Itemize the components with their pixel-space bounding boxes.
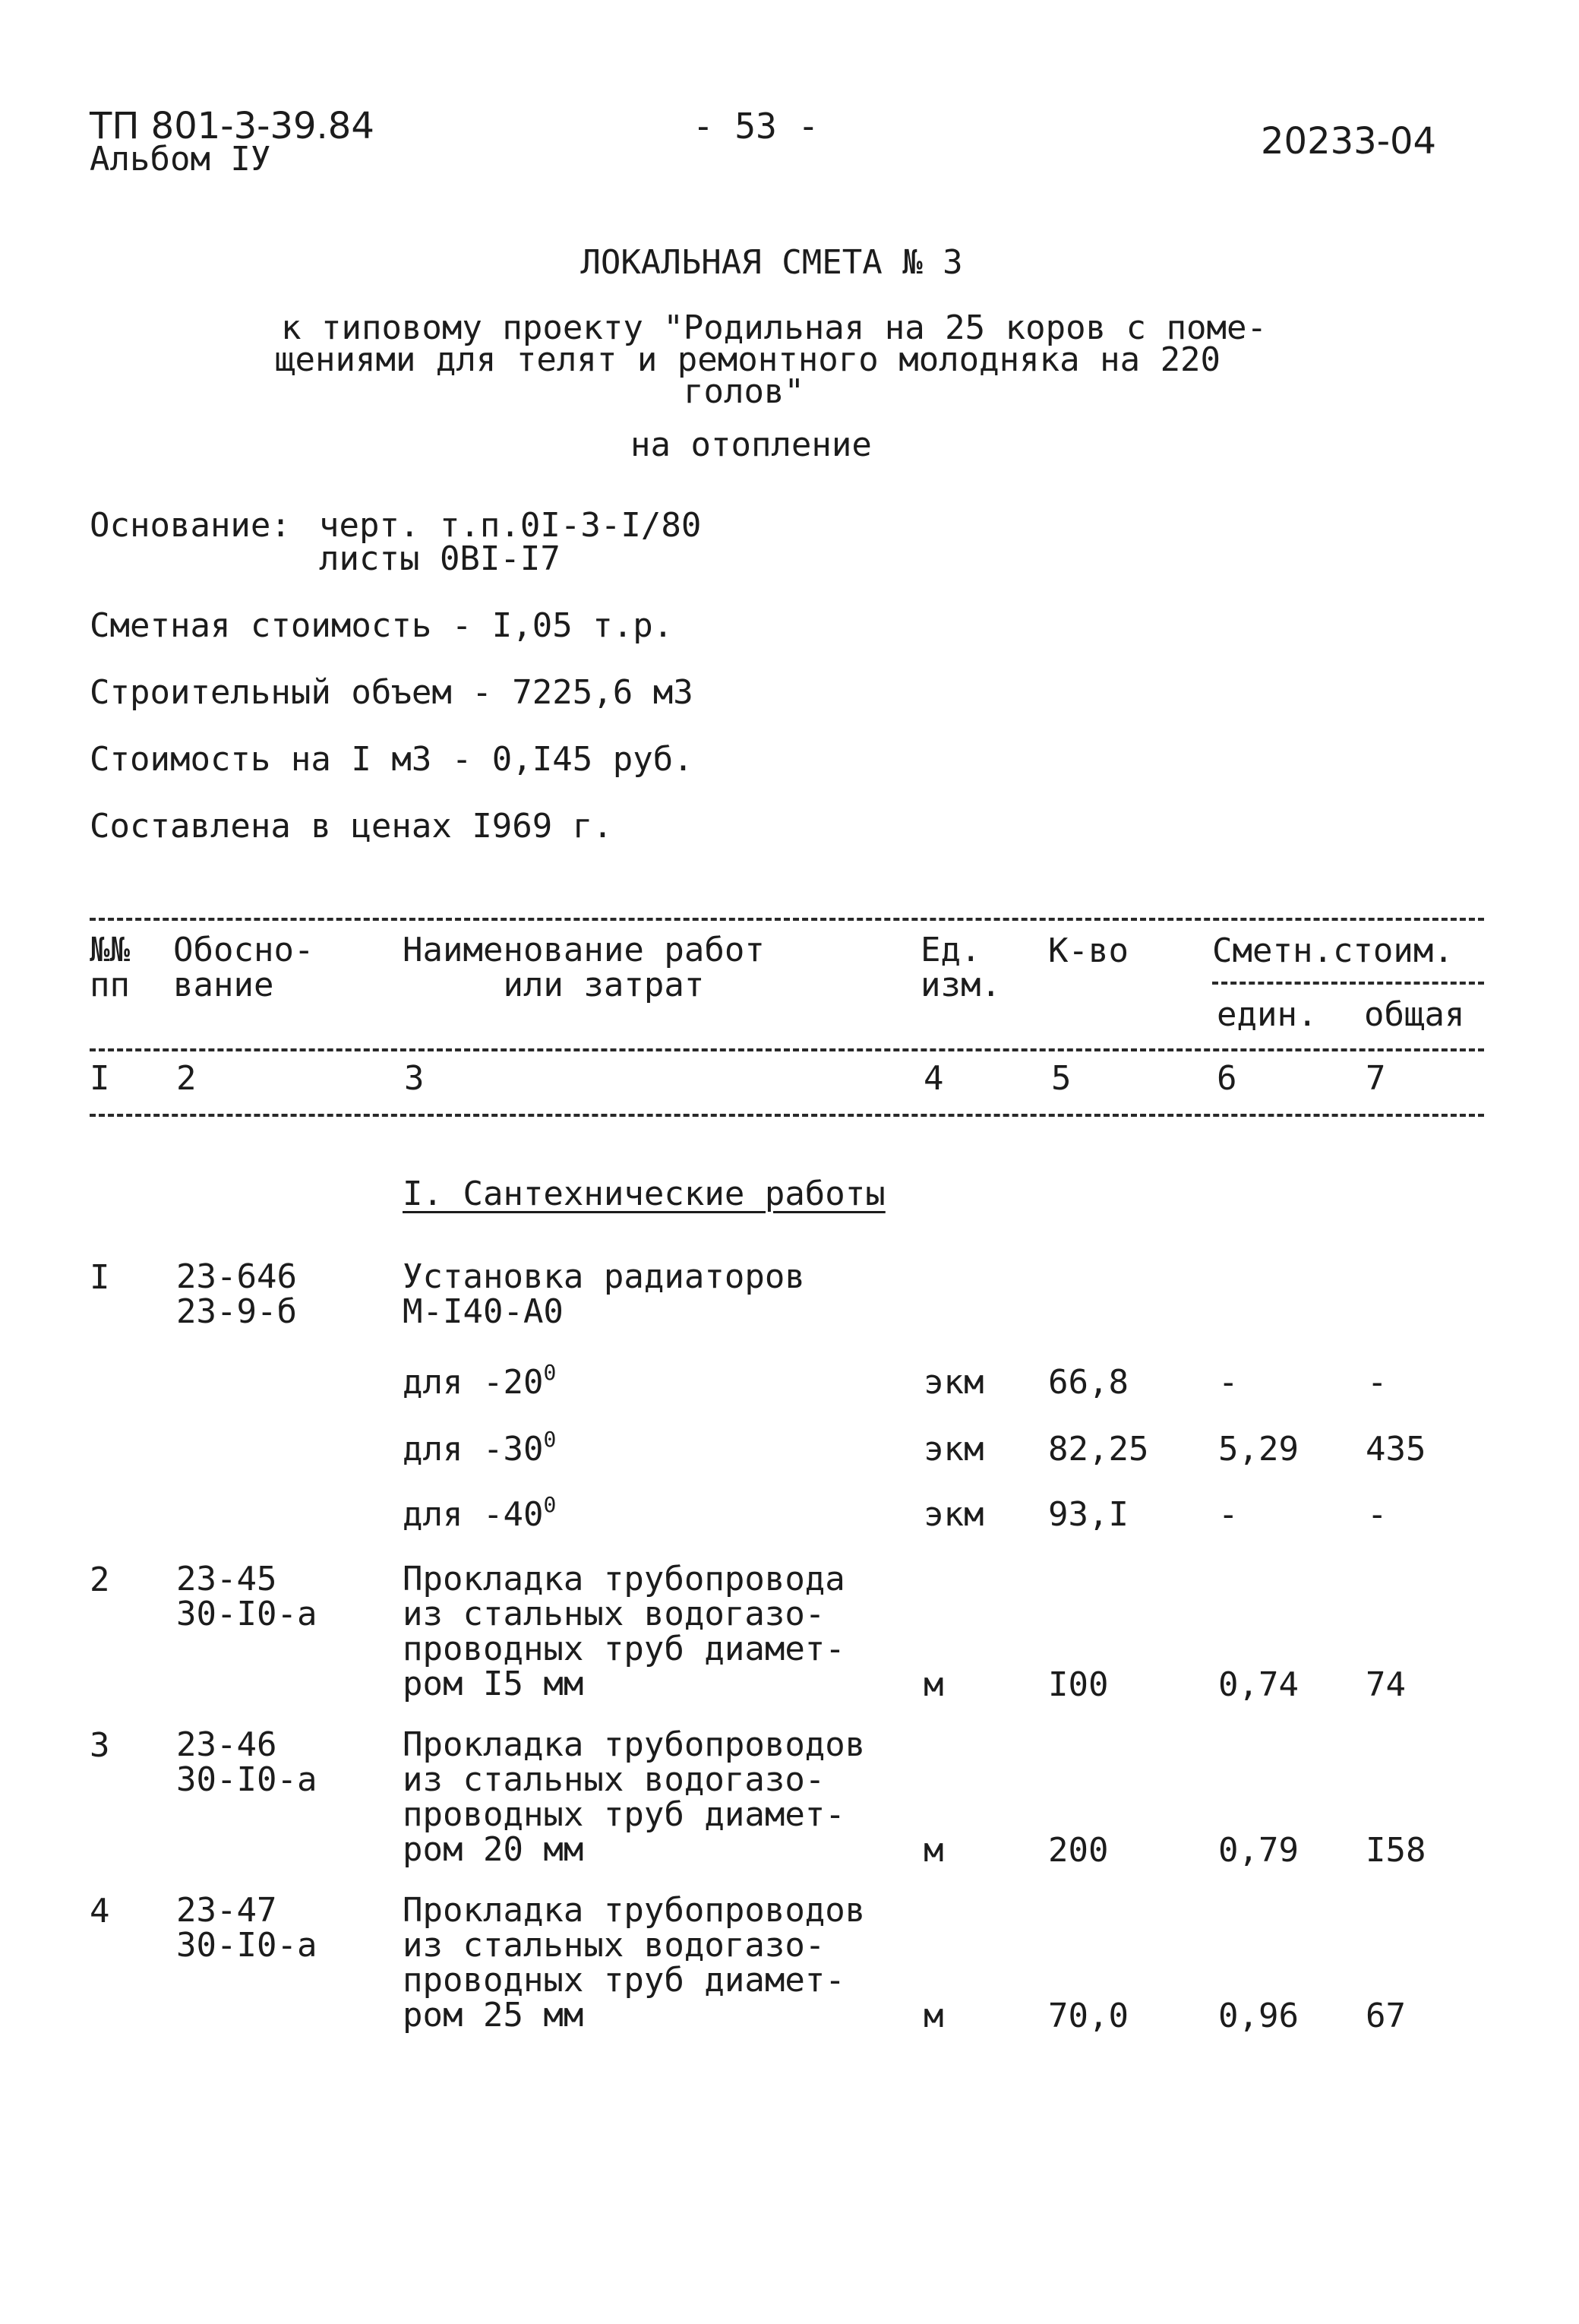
row-1-sub-2-unit-price: 5,29: [1218, 1430, 1299, 1469]
row-2-qty: I00: [1048, 1665, 1109, 1704]
row-1-sub-3-qty: 93,I: [1048, 1495, 1129, 1534]
estimate-title: ЛОКАЛЬНАЯ СМЕТА № 3: [580, 243, 963, 282]
estimated-cost: Сметная стоимость - I,05 т.р.: [90, 606, 674, 645]
row-2-unit-price: 0,74: [1218, 1665, 1299, 1704]
row-3-unit: м: [924, 1831, 944, 1870]
row-1-sub-1-label: для $-20^0$: [403, 1360, 557, 1402]
row-2-total: 74: [1366, 1665, 1406, 1704]
project-line2: щениями для телят и ремонтного молодняка на 220: [275, 340, 1221, 379]
prices-year: Составлена в ценах I969 г.: [90, 807, 613, 846]
table-top-rule: [90, 918, 1484, 921]
header-basis: Обосно- вание: [173, 931, 314, 1004]
header-unit: Ед. изм.: [921, 931, 1001, 1004]
section-title: I. Сантехнические работы: [403, 1175, 886, 1213]
row-1-sub-1-total: -: [1367, 1363, 1388, 1402]
row-1-sub-1-qty: 66,8: [1048, 1363, 1129, 1402]
row-3-num: 3: [90, 1726, 110, 1765]
row-3-name: Прокладка трубопроводов из стальных водогазо- проводных труб диамет- ром 20 мм: [403, 1725, 866, 1869]
row-4-unit-price: 0,96: [1218, 1997, 1299, 2035]
col-number-7: 7: [1366, 1059, 1386, 1098]
col-number-1: I: [90, 1059, 110, 1098]
row-1-basis: 23-646 23-9-б: [176, 1257, 297, 1331]
row-1-name: Установка радиаторов М-I40-А0: [403, 1257, 805, 1331]
row-1-sub-3-unit: экм: [924, 1495, 984, 1534]
row-4-basis: 23-47 30-I0-а: [176, 1891, 317, 1965]
row-2-num: 2: [90, 1560, 110, 1599]
row-2-basis: 23-45 30-I0-а: [176, 1560, 317, 1633]
row-3-total: I58: [1366, 1831, 1426, 1870]
col-number-4: 4: [924, 1059, 944, 1098]
basis-label: Основание:: [90, 506, 291, 545]
header-qty: К-во: [1048, 931, 1129, 970]
col-numbers-bottom-rule: [90, 1114, 1484, 1117]
header-cost: Сметн.стоим.: [1212, 931, 1454, 970]
header-num: №№ пп: [90, 931, 130, 1004]
page-number: - 53 -: [693, 106, 820, 147]
col-number-6: 6: [1217, 1059, 1237, 1098]
header-total: общая: [1364, 995, 1465, 1034]
row-1-num: I: [90, 1258, 110, 1297]
row-4-num: 4: [90, 1892, 110, 1930]
row-1-sub-1-unit-price: -: [1218, 1363, 1239, 1402]
row-2-name: Прокладка трубопровода из стальных водогазо- проводных труб диамет- ром I5 мм: [403, 1560, 845, 1703]
doc-ref-line2: Альбом IУ: [90, 140, 271, 179]
row-1-sub-1-unit: экм: [924, 1363, 984, 1402]
doc-code: 20233-04: [1261, 120, 1437, 163]
col-number-5: 5: [1051, 1059, 1072, 1098]
row-1-sub-3-label: для $-40^0$: [403, 1492, 557, 1534]
row-4-name: Прокладка трубопроводов из стальных водогазо- проводных труб диамет- ром 25 мм: [403, 1891, 866, 2035]
row-4-unit: м: [924, 1997, 944, 2035]
header-unit-price: един.: [1217, 995, 1318, 1034]
row-4-total: 67: [1366, 1997, 1406, 2035]
row-3-basis: 23-46 30-I0-а: [176, 1725, 317, 1799]
row-1-sub-3-total: -: [1367, 1495, 1388, 1534]
doc-ref-line1: ТП 801-3-39.84: [90, 105, 374, 147]
row-1-sub-2-total: 435: [1366, 1430, 1426, 1469]
project-line3: голов": [684, 372, 804, 411]
row-1-sub-3-unit-price: -: [1218, 1495, 1239, 1534]
row-3-unit-price: 0,79: [1218, 1831, 1299, 1870]
row-1-sub-2-label: для $-30^0$: [403, 1427, 557, 1469]
cost-per-m3: Стоимость на I м3 - 0,I45 руб.: [90, 740, 693, 779]
header-cost-rule: [1212, 982, 1484, 985]
header-bottom-rule: [90, 1048, 1484, 1051]
row-3-qty: 200: [1048, 1831, 1109, 1870]
row-2-unit: м: [924, 1665, 944, 1704]
row-4-qty: 70,0: [1048, 1997, 1129, 2035]
basis-line2: листы 0BI-I7: [319, 539, 561, 578]
row-1-sub-2-qty: 82,25: [1048, 1430, 1149, 1469]
row-1-sub-2-unit: экм: [924, 1430, 984, 1469]
header-name: Наименование работ или затрат: [403, 931, 765, 1004]
col-number-3: 3: [404, 1059, 425, 1098]
build-volume: Строительный объем - 7225,6 м3: [90, 673, 693, 712]
project-line1: к типовому проекту "Родильная на 25 коров с поме-: [281, 308, 1268, 347]
basis-line1: черт. т.п.0I-3-I/80: [319, 506, 702, 545]
estimate-purpose: на отопление: [630, 425, 872, 464]
col-number-2: 2: [176, 1059, 197, 1098]
